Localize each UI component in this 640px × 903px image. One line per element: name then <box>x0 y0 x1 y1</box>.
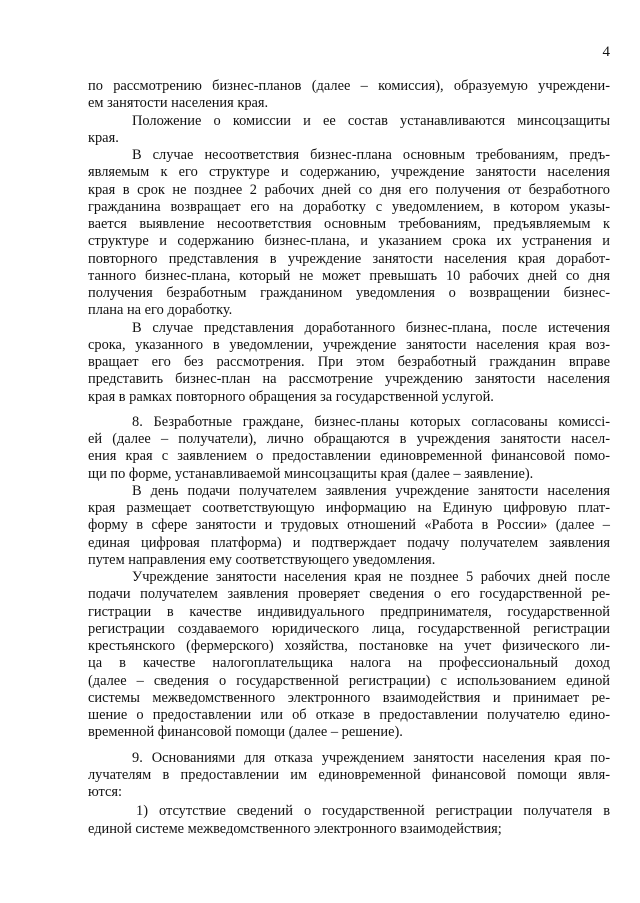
text-line: В день подачи получателем заявления учреждение занятости населения <box>132 482 610 499</box>
text-line: края в рамках повторного обращения за государственной услугой. <box>88 388 494 405</box>
paragraph <box>88 147 610 320</box>
text-line: края в срок не позднее 2 рабочих дней со дня его получения от безработного <box>88 181 610 198</box>
text-line: (далее – сведения о государственной регистрации) с использованием единой <box>88 672 610 689</box>
text-line: ей (далее – получатели), лично обращаются в учреждения занятости насел- <box>88 431 610 447</box>
text-line: лучателям в предоставлении им единовременной финансовой помощи явля- <box>88 766 610 783</box>
text-line: регистрации создаваемого юридического лица, государственной регистрации <box>88 620 610 637</box>
paragraph <box>88 113 610 148</box>
text-line: гистрации в качестве индивидуального предпринимателя, государственной <box>88 603 610 620</box>
text-line: 9. Основаниями для отказа учреждением занятости населения края по- <box>132 749 610 766</box>
text-line: В случае представления доработанного бизнес-плана, после истечения <box>132 319 610 336</box>
text-line: плана на его доработку. <box>88 302 233 319</box>
text-line: подачи получателем заявления проверяет сведения о его государственной ре- <box>88 586 610 603</box>
text-line: единая цифровая платформа) и подтверждает подачу получателем заявления <box>88 534 610 551</box>
text-line: системы межведомственного электронного взаимодействия и принимает ре- <box>88 689 610 706</box>
paragraph <box>88 414 610 483</box>
paragraph <box>88 78 610 113</box>
text-line: танного бизнес-плана, который не может превышать 10 рабочих дней со дня <box>88 267 610 284</box>
text-line: ем занятости населения края. <box>88 95 269 112</box>
text-line: 1) отсутствие сведений о государственной регистрации получателя в <box>136 803 610 820</box>
text-line: края. <box>88 129 119 146</box>
text-line: срока, указанного в уведомлении, учреждение занятости населения края воз- <box>88 336 610 353</box>
text-line: ца в качестве налогоплательщика налога на профессиональный доход <box>88 655 610 672</box>
paragraph <box>88 320 610 406</box>
text-line: повторного представления в учреждение занятости населения края доработ- <box>88 250 610 267</box>
text-line: шение о предоставлении или об отказе в предоставлении получателю едино- <box>88 707 610 723</box>
paragraph <box>88 483 610 569</box>
document-body <box>88 78 610 838</box>
paragraph <box>88 750 610 802</box>
text-line: вращает его без рассмотрения. При этом безработный гражданин вправе <box>88 354 610 370</box>
text-line: получения безработным гражданином уведомления о возвращении бизнес- <box>88 285 610 301</box>
text-line: ения края с заявлением о предоставлении единовременной финансовой помо- <box>88 448 610 465</box>
text-line: Учреждение занятости населения края не позднее 5 рабочих дней после <box>132 569 610 585</box>
paragraph <box>88 569 610 742</box>
text-line: форму в сфере занятости и трудовых отношений «Работа в России» (далее – <box>88 517 610 534</box>
text-line: по рассмотрению бизнес-планов (далее – комиссия), образуемую учреждени- <box>88 78 610 94</box>
text-line: щи по форме, устанавливаемой минсоцзащиты края (далее – заявление). <box>88 465 534 482</box>
text-line: края размещает соответствующую информацию на Единую цифровую плат- <box>88 500 610 516</box>
text-line: представить бизнес-план на рассмотрение учреждению занятости населения <box>88 371 610 388</box>
page-number: 4 <box>602 44 610 60</box>
text-line: временной финансовой помощи (далее – решение). <box>88 724 403 741</box>
text-line: ются: <box>88 784 123 800</box>
text-line: Положение о комиссии и ее состав устанавливаются минсоцзащиты <box>132 112 610 129</box>
text-line: структуре и содержанию бизнес-плана, и указанием срока их устранения и <box>88 233 610 250</box>
text-line: вается выявление несоответствия основным требованиям, предъявляемым к <box>88 216 610 232</box>
text-line: крестьянского (фермерского) хозяйства, постановке на учет физического ли- <box>88 638 610 654</box>
paragraph <box>88 803 610 838</box>
text-line: единой системе межведомственного электронного взаимодействия; <box>88 820 502 837</box>
text-line: В случае несоответствия бизнес-плана основным требованиям, предъ- <box>132 147 610 163</box>
text-line: гражданина возвращает его на доработку с уведомлением, в котором указы- <box>88 198 610 215</box>
text-line: 8. Безработные граждане, бизнес-планы которых согласованы комиссi- <box>132 413 610 430</box>
text-line: являемым к его структуре и содержанию, учреждение занятости населения <box>88 164 610 181</box>
text-line: путем направления ему соответствующего уведомления. <box>88 551 436 568</box>
